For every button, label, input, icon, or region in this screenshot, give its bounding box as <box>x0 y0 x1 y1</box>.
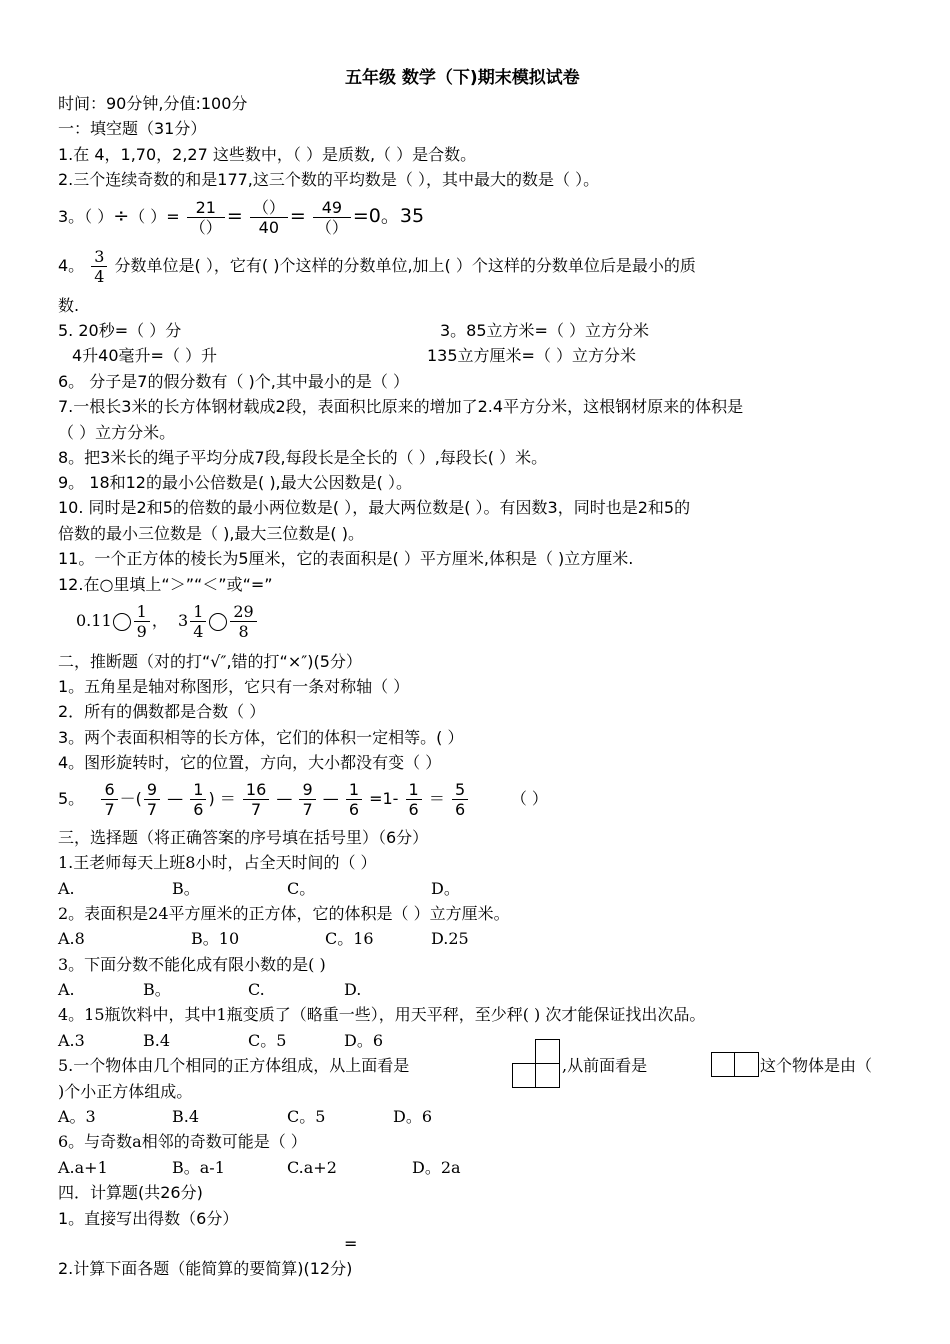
choice-q3: 3。下面分数不能化成有限小数的是( ) <box>58 955 326 974</box>
choice-q2: 2。表面积是24平方厘米的正方体，它的体积是（ ）立方厘米。 <box>58 904 510 923</box>
choice-q3-option-b: B。 <box>143 980 171 999</box>
choice-q6: 6。与奇数a相邻的奇数可能是（ ） <box>58 1132 307 1151</box>
operator: ) ＝ <box>208 789 236 808</box>
fraction-5-6 <box>452 780 468 819</box>
choice-q3-option-c: C. <box>248 980 265 999</box>
choice-q4-option-b: B.4 <box>143 1031 171 1050</box>
operator: — <box>167 789 184 808</box>
choice-q5-part2: ,从前面看是 <box>562 1056 648 1075</box>
fill-q4-prefix: 4。 <box>58 256 85 275</box>
choice-q4: 4。15瓶饮料中，其中1瓶变质了（略重一些），用天平秤，至少秤( ) 次才能保证找出次品。 <box>58 1005 706 1024</box>
fill-q4-text: 分数单位是( ），它有( )个这样的分数单位,加上( ）个这样的分数单位后是最小的质 <box>109 256 696 275</box>
choice-q5-part1: 5.一个物体由几个相同的正方体组成，从上面看是 <box>58 1056 410 1075</box>
choice-q4-option-c: C。5 <box>248 1031 287 1050</box>
numerator: 49 <box>313 198 351 218</box>
choice-q5-option-c: C。5 <box>287 1107 326 1126</box>
fill-q7-continuation: （ ）立方分米。 <box>58 423 176 442</box>
numerator: 1 <box>134 602 150 622</box>
calc-q2: 2.计算下面各题（能简算的要简算)(12分) <box>58 1259 353 1278</box>
fraction-3-4 <box>91 247 107 286</box>
denominator: 7 <box>146 800 158 819</box>
section-4-heading: 四．计算题(共26分) <box>58 1183 203 1202</box>
fill-q5-liters: 4升40毫升=（ ）升 <box>72 346 218 365</box>
numerator: 1 <box>190 780 206 800</box>
front-view-square <box>734 1052 759 1077</box>
denominator: 9 <box>136 622 147 641</box>
denominator: 7 <box>104 800 115 819</box>
fraction-29-8 <box>230 602 256 641</box>
top-view-square <box>535 1063 560 1088</box>
front-view-square <box>711 1052 736 1077</box>
choice-q1-option-a: A. <box>58 879 75 898</box>
choice-q2-option-a: A.8 <box>58 929 85 948</box>
fraction-1-4 <box>190 602 206 641</box>
operator: — <box>322 789 339 808</box>
decimal-value: 0.11 <box>76 611 112 630</box>
fill-q5-cubic-cm: 135立方厘米=（ ）立方分米 <box>427 346 637 365</box>
denominator: 4 <box>193 622 204 641</box>
choice-q6-option-a: A.a+1 <box>58 1158 108 1177</box>
denominator: 7 <box>250 800 262 819</box>
choice-q5-part4: )个小正方体组成。 <box>58 1082 193 1101</box>
fill-q12: 12.在○里填上“＞”“＜”或“=” <box>58 575 273 594</box>
fill-q3-mid: （ ） <box>129 207 167 226</box>
fraction-blank-over-40 <box>250 198 288 237</box>
choice-q3-option-d: D. <box>344 980 362 999</box>
equals-sign: = <box>166 207 180 226</box>
fill-q3-result: =0。35 <box>352 205 425 227</box>
fraction-9-7 <box>144 780 160 819</box>
exam-meta: 时间：90分钟,分值:100分 <box>58 94 248 113</box>
numerator: 1 <box>346 780 362 800</box>
separator: ， <box>151 611 168 630</box>
denominator: （） <box>189 218 222 237</box>
fill-q2: 2.三个连续奇数的和是177,这三个数的平均数是（ ），其中最大的数是（ ）。 <box>58 170 600 189</box>
choice-q1-option-d: D。 <box>431 879 460 898</box>
choice-q6-option-d: D。2a <box>412 1158 461 1177</box>
numerator: 3 <box>91 247 107 267</box>
denominator: 8 <box>238 622 249 641</box>
compare-circle-1[interactable] <box>113 613 131 631</box>
numerator: 9 <box>299 780 315 800</box>
judge-q3: 3。两个表面积相等的长方体，它们的体积一定相等。( ） <box>58 728 464 747</box>
choice-q1: 1.王老师每天上班8小时，占全天时间的（ ） <box>58 853 377 872</box>
fill-q8: 8。把3米长的绳子平均分成7段,每段长是全长的（ ）,每段长( ）米。 <box>58 448 548 467</box>
fill-q4 <box>58 246 696 286</box>
denominator: 40 <box>258 218 280 237</box>
choice-q6-option-b: B。a-1 <box>172 1158 225 1177</box>
section-1-heading: 一：填空题（31分） <box>58 119 207 138</box>
fill-q11: 11。一个正方体的棱长为5厘米，它的表面积是( ）平方厘米,体积是（ )立方厘米. <box>58 549 634 568</box>
fill-q5-seconds: 5. 20秒=（ ）分 <box>58 321 182 340</box>
fraction-16-7 <box>243 780 269 819</box>
section-3-heading: 三，选择题（将正确答案的序号填在括号里）（6分） <box>58 828 429 847</box>
numerator: 5 <box>452 780 468 800</box>
fill-q1: 1.在 4，1,70，2,27 这些数中，（ ）是质数,（ ）是合数。 <box>58 145 477 164</box>
choice-q5-part3: 这个物体是由（ <box>760 1056 873 1075</box>
choice-q5-option-b: B.4 <box>172 1107 200 1126</box>
page-title: 五年级 数学（下)期末模拟试卷 <box>345 68 580 88</box>
choice-q6-option-c: C.a+2 <box>287 1158 337 1177</box>
choice-q1-option-c: C。 <box>287 879 316 898</box>
fill-q6: 6。 分子是7的假分数有（ )个,其中最小的是（ ） <box>58 372 409 391</box>
numerator: 16 <box>243 780 269 800</box>
denominator: 7 <box>302 800 313 819</box>
top-view-square <box>512 1063 537 1088</box>
operator: =1- <box>369 789 399 808</box>
divide-sign: ÷ <box>113 205 130 227</box>
fill-q10: 10. 同时是2和5的倍数的最小两位数是( ），最大两位数是( ）。有因数3，同时也是2和5的 <box>58 498 691 517</box>
denominator: 6 <box>193 800 204 819</box>
equals-sign: = <box>289 205 306 227</box>
fraction-1-6 <box>190 780 206 819</box>
fill-q5-cubic-meters: 3。85立方米=（ ）立方分米 <box>440 321 650 340</box>
judge-q1: 1。五角星是轴对称图形，它只有一条对称轴（ ） <box>58 677 410 696</box>
judge-q5-prefix: 5。 <box>58 789 85 808</box>
choice-q2-option-c: C。16 <box>325 929 374 948</box>
choice-q5-option-d: D。6 <box>393 1107 433 1126</box>
choice-q2-option-b: B。10 <box>191 929 240 948</box>
fraction-21-over-blank <box>187 198 225 237</box>
fill-q10-continuation: 倍数的最小三位数是（ ),最大三位数是( )。 <box>58 524 364 543</box>
calc-q1: 1。直接写出得数（6分） <box>58 1209 239 1228</box>
judge-q2: 2．所有的偶数都是合数（ ） <box>58 702 266 721</box>
whole-part: 3 <box>178 611 189 630</box>
fill-q3-prefix: 3。（ ） <box>58 207 114 226</box>
denominator: 4 <box>94 267 105 286</box>
operator: ＝ <box>428 789 445 808</box>
fraction-9-7 <box>299 780 315 819</box>
denominator: 6 <box>454 800 466 819</box>
numerator: 1 <box>406 780 422 800</box>
calc-equals-sign: = <box>344 1234 358 1253</box>
fraction-1-6 <box>346 780 362 819</box>
denominator: （） <box>315 218 348 237</box>
choice-q4-option-a: A.3 <box>58 1031 85 1050</box>
fraction-1-9 <box>134 602 150 641</box>
choice-q2-option-d: D.25 <box>431 929 469 948</box>
numerator: （） <box>250 198 288 218</box>
choice-q1-option-b: B。 <box>172 879 200 898</box>
fill-q3 <box>58 196 424 237</box>
numerator: 1 <box>190 602 206 622</box>
fraction-49-over-blank <box>313 198 351 237</box>
fill-q7: 7.一根长3米的长方体钢材载成2段，表面积比原来的增加了2.4平方分米，这根钢材原来的体积是 <box>58 397 744 416</box>
numerator: 9 <box>144 780 160 800</box>
equals-sign: = <box>226 205 243 227</box>
compare-circle-2[interactable] <box>209 613 227 631</box>
choice-q3-option-a: A. <box>58 980 75 999</box>
fill-q9: 9。 18和12的最小公倍数是( ),最大公因数是( ）。 <box>58 473 412 492</box>
judge-q4: 4。图形旋转时，它的位置，方向，大小都没有变（ ） <box>58 753 442 772</box>
numerator: 21 <box>187 198 225 218</box>
choice-q4-option-d: D。6 <box>344 1031 384 1050</box>
numerator: 6 <box>101 780 117 800</box>
operator: －( <box>119 789 142 808</box>
top-view-square <box>535 1039 560 1064</box>
denominator: 6 <box>408 800 419 819</box>
operator: — <box>276 789 293 808</box>
denominator: 6 <box>348 800 359 819</box>
choice-q5-option-a: A。3 <box>58 1107 96 1126</box>
fraction-6-7 <box>101 780 117 819</box>
answer-blank: （ ） <box>510 789 548 808</box>
judge-q5 <box>58 777 548 821</box>
section-2-heading: 二，推断题（对的打“√″,错的打“×″)(5分） <box>58 652 362 671</box>
fill-q4-continuation: 数. <box>58 296 80 315</box>
compare-expression <box>76 599 259 643</box>
fraction-1-6 <box>406 780 422 819</box>
numerator: 29 <box>230 602 256 622</box>
